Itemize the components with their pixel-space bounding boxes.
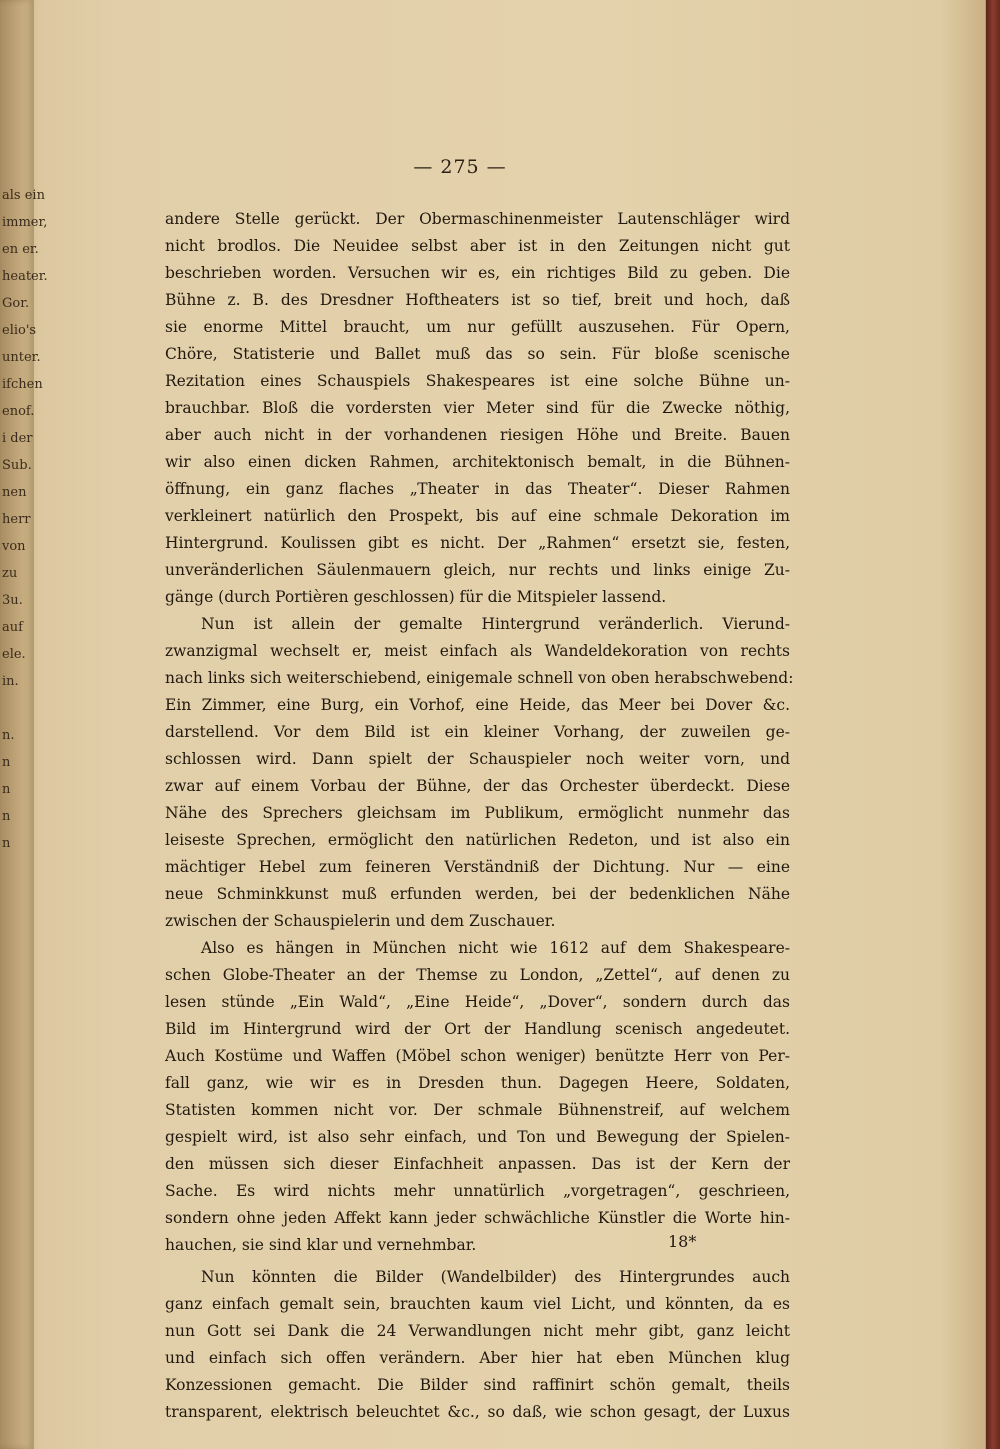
facing-page-fragment: enof. [2, 404, 35, 419]
text-line: ganz einfach gemalt sein, brauchten kaum viel Licht, und könnten, da es [165, 1295, 790, 1313]
text-line: schen Globe-Theater an der Themse zu London, „Zettel“, auf denen zu [165, 966, 790, 984]
text-line: gänge (durch Portièren geschlossen) für die Mitspieler lassend. [165, 588, 667, 606]
text-line: nach links sich weiterschiebend, einigemale schnell von oben herabschwebend: [165, 669, 794, 687]
text-line: aber auch nicht in der vorhandenen riesigen Höhe und Breite. Bauen [165, 426, 790, 444]
text-line: sie enorme Mittel braucht, um nur gefüllt auszusehen. Für Opern, [165, 318, 790, 336]
facing-page-fragment: unter. [2, 350, 41, 365]
text-line: leiseste Sprechen, ermöglicht den natürlichen Redeton, und ist also ein [165, 831, 790, 849]
text-line: beschrieben worden. Versuchen wir es, ein richtiges Bild zu geben. Die [165, 264, 790, 282]
text-line: Ein Zimmer, eine Burg, ein Vorhof, eine Heide, das Meer bei Dover &c. [165, 696, 790, 714]
text-line: wir also einen dicken Rahmen, architektonisch bemalt, in die Bühnen- [165, 453, 790, 471]
text-line: Sache. Es wird nichts mehr unnatürlich „vorgetragen“, geschrieen, [165, 1182, 790, 1200]
facing-page-fragment: zu [2, 566, 18, 581]
text-line: gespielt wird, ist also sehr einfach, und Ton und Bewegung der Spielen- [165, 1128, 790, 1146]
text-line: Hintergrund. Koulissen gibt es nicht. Der „Rahmen“ ersetzt sie, festen, [165, 534, 790, 552]
facing-page-fragment: auf [2, 620, 23, 635]
facing-page-fragment: i der [2, 431, 33, 446]
text-line: Chöre, Statisterie und Ballet muß das so sein. Für bloße scenische [165, 345, 790, 363]
text-line: transparent, elektrisch beleuchtet &c., so daß, wie schon gesagt, der Luxus [165, 1403, 790, 1421]
facing-page-fragment: von [2, 539, 26, 554]
facing-page-fragment: n. [2, 728, 15, 743]
facing-page-fragment: heater. [2, 269, 48, 284]
text-line: Auch Kostüme und Waffen (Möbel schon weniger) benützte Herr von Per- [165, 1047, 790, 1065]
facing-page-fragment: n [2, 836, 11, 851]
facing-page-fragment: als ein [2, 188, 45, 203]
facing-page-fragment: elio's [2, 323, 37, 338]
text-line: mächtiger Hebel zum feineren Verständniß der Dichtung. Nur — eine [165, 858, 790, 876]
signature-mark: 18* [668, 1232, 697, 1251]
facing-page-fragment: immer, [2, 215, 48, 230]
text-line: Nun ist allein der gemalte Hintergrund veränderlich. Vierund- [201, 615, 790, 633]
facing-page-fragment: ifchen [2, 377, 43, 392]
facing-page-fragment: in. [2, 674, 19, 689]
text-line: verkleinert natürlich den Prospekt, bis auf eine schmale Dekoration im [165, 507, 790, 525]
text-line: nicht brodlos. Die Neuidee selbst aber ist in den Zeitungen nicht gut [165, 237, 790, 255]
facing-page-fragment: en er. [2, 242, 39, 257]
facing-page-fragment: Sub. [2, 458, 32, 473]
text-line: und einfach sich offen verändern. Aber hier hat eben München klug [165, 1349, 790, 1367]
facing-page-fragment: herr [2, 512, 31, 527]
book-binding-edge [986, 0, 1000, 1449]
facing-page-edge [0, 0, 48, 1449]
facing-page-fragment: n [2, 809, 11, 824]
text-line: Konzessionen gemacht. Die Bilder sind raffinirt schön gemalt, theils [165, 1376, 790, 1394]
facing-page-fragment: 3u. [2, 593, 23, 608]
text-line: andere Stelle gerückt. Der Obermaschinenmeister Lautenschläger wird [165, 210, 790, 228]
text-line: Statisten kommen nicht vor. Der schmale Bühnenstreif, auf welchem [165, 1101, 790, 1119]
facing-page-fragment: n [2, 755, 11, 770]
text-line: sondern ohne jeden Affekt kann jeder schwächliche Künstler die Worte hin- [165, 1209, 790, 1227]
text-line: Bild im Hintergrund wird der Ort der Handlung scenisch angedeutet. [165, 1020, 790, 1038]
facing-page-fragment: nen [2, 485, 27, 500]
facing-page-fragment: ele. [2, 647, 26, 662]
text-line: Nähe des Sprechers gleichsam im Publikum, ermöglicht nunmehr das [165, 804, 790, 822]
text-line: nun Gott sei Dank die 24 Verwandlungen nicht mehr gibt, ganz leicht [165, 1322, 790, 1340]
text-line: Bühne z. B. des Dresdner Hoftheaters ist so tief, breit und hoch, daß [165, 291, 790, 309]
text-line: brauchbar. Bloß die vordersten vier Meter sind für die Zwecke nöthig, [165, 399, 790, 417]
text-line: unveränderlichen Säulenmauern gleich, nur rechts und links einige Zu- [165, 561, 790, 579]
text-line: zwanzigmal wechselt er, meist einfach als Wandeldekoration von rechts [165, 642, 790, 660]
text-line: zwischen der Schauspielerin und dem Zuschauer. [165, 912, 556, 930]
facing-page-text-fragments [0, 182, 48, 857]
text-line: öffnung, ein ganz flaches „Theater in das Theater“. Dieser Rahmen [165, 480, 790, 498]
facing-page-fragment: n [2, 782, 11, 797]
text-line: Rezitation eines Schauspiels Shakespeares ist eine solche Bühne un- [165, 372, 790, 390]
facing-page-fragment: Gor. [2, 296, 30, 311]
text-line: darstellend. Vor dem Bild ist ein kleiner Vorhang, der zuweilen ge- [165, 723, 790, 741]
text-line: zwar auf einem Vorbau der Bühne, der das Orchester überdeckt. Diese [165, 777, 790, 795]
text-line: fall ganz, wie wir es in Dresden thun. Dagegen Heere, Soldaten, [165, 1074, 790, 1092]
text-line: Also es hängen in München nicht wie 1612 auf dem Shakespeare- [201, 939, 790, 957]
text-line: neue Schminkkunst muß erfunden werden, bei der bedenklichen Nähe [165, 885, 790, 903]
text-line: hauchen, sie sind klar und vernehmbar. [165, 1236, 477, 1254]
page-number: — 275 — [413, 156, 507, 178]
text-line: lesen stünde „Ein Wald“, „Eine Heide“, „Dover“, sondern durch das [165, 993, 790, 1011]
facing-page-fragment [0, 695, 32, 722]
text-line: schlossen wird. Dann spielt der Schauspieler noch weiter vorn, und [165, 750, 790, 768]
text-line: Nun könnten die Bilder (Wandelbilder) des Hintergrundes auch [201, 1268, 790, 1286]
text-line: den müssen sich dieser Einfachheit anpassen. Das ist der Kern der [165, 1155, 790, 1173]
